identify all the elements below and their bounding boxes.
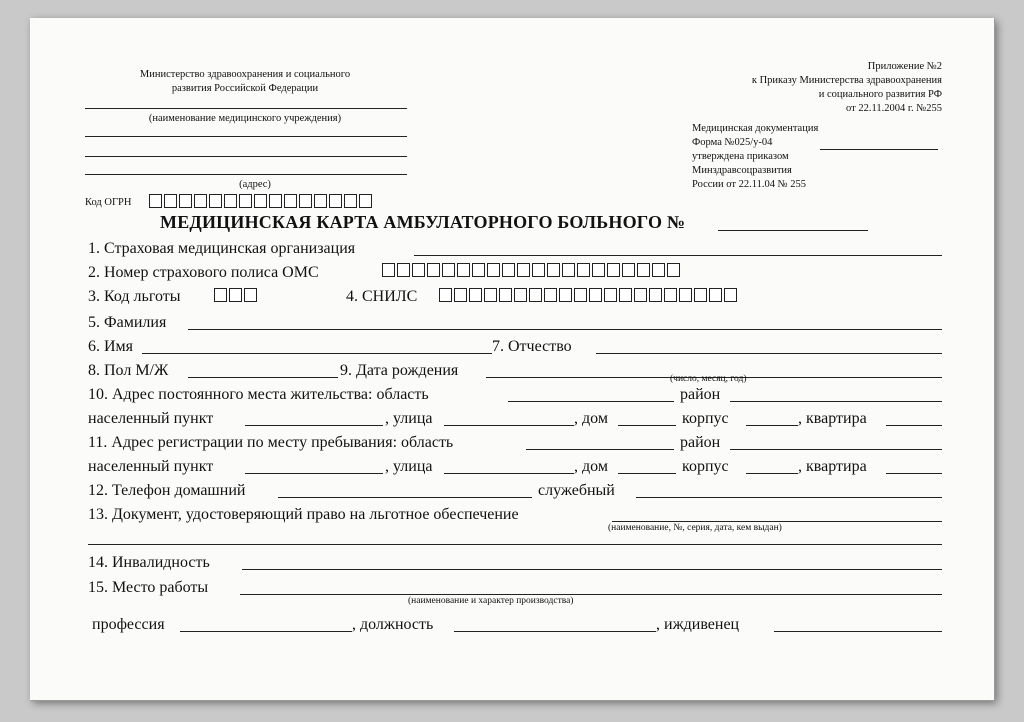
residence-region-line[interactable] xyxy=(508,401,674,402)
oms-digit-box[interactable] xyxy=(652,263,665,277)
registration-house-label: , дом xyxy=(574,458,608,475)
ogrn-digit-box[interactable] xyxy=(344,194,357,208)
oms-digit-box[interactable] xyxy=(397,263,410,277)
form-number: Форма №025/у-04 xyxy=(692,137,773,148)
snils-digit-box[interactable] xyxy=(454,288,467,302)
snils-digit-box[interactable] xyxy=(469,288,482,302)
work-phone-label: служебный xyxy=(538,482,615,499)
snils-digit-box[interactable] xyxy=(619,288,632,302)
form-title: МЕДИЦИНСКАЯ КАРТА АМБУЛАТОРНОГО БОЛЬНОГО № xyxy=(160,212,686,232)
snils-digit-box[interactable] xyxy=(514,288,527,302)
field-15-label: 15. Место работы xyxy=(88,579,209,596)
snils-digit-box[interactable] xyxy=(634,288,647,302)
residence-district-label: район xyxy=(680,386,721,403)
address-caption: (адрес) xyxy=(239,179,271,190)
doc-type: Медицинская документация xyxy=(692,123,819,134)
snils-digit-box[interactable] xyxy=(589,288,602,302)
ogrn-label: Код ОГРН xyxy=(85,197,132,208)
residence-settlement-label: населенный пункт xyxy=(88,410,214,427)
ogrn-digit-box[interactable] xyxy=(299,194,312,208)
oms-digit-box[interactable] xyxy=(592,263,605,277)
snils-digit-box[interactable] xyxy=(499,288,512,302)
snils-digit-box[interactable] xyxy=(664,288,677,302)
field-13-label: 13. Документ, удостоверяющий право на льготное обеспечение xyxy=(88,506,519,523)
approved-line-2: Минздравсоцразвития xyxy=(692,165,792,176)
registration-building-label: корпус xyxy=(682,458,729,475)
profession-line[interactable] xyxy=(180,631,352,632)
workplace-caption: (наименование и характер производства) xyxy=(408,596,574,606)
oms-digit-box[interactable] xyxy=(547,263,560,277)
residence-street-line[interactable] xyxy=(444,425,574,426)
profession-label: профессия xyxy=(92,616,165,633)
snils-digit-box[interactable] xyxy=(529,288,542,302)
snils-digit-box[interactable] xyxy=(604,288,617,302)
oms-digit-box[interactable] xyxy=(607,263,620,277)
registration-building-line[interactable] xyxy=(746,473,798,474)
field-14-label: 14. Инвалидность xyxy=(88,554,210,571)
snils-digit-box[interactable] xyxy=(544,288,557,302)
oms-policy-boxes[interactable] xyxy=(382,263,680,277)
ogrn-digit-box[interactable] xyxy=(209,194,222,208)
first-name-line[interactable] xyxy=(142,353,492,354)
field-11-label: 11. Адрес регистрации по месту пребывания: область xyxy=(88,434,454,451)
benefit-digit-box[interactable] xyxy=(214,288,227,302)
registration-apartment-line[interactable] xyxy=(886,473,942,474)
residence-building-label: корпус xyxy=(682,410,729,427)
dependent-line[interactable] xyxy=(774,631,942,632)
oms-digit-box[interactable] xyxy=(457,263,470,277)
residence-settlement-line[interactable] xyxy=(245,425,383,426)
field-10-label: 10. Адрес постоянного места жительства: область xyxy=(88,386,429,403)
oms-digit-box[interactable] xyxy=(622,263,635,277)
field-1-label: 1. Страховая медицинская организация xyxy=(88,240,356,257)
ogrn-digit-box[interactable] xyxy=(149,194,162,208)
institution-name-line[interactable] xyxy=(85,108,407,109)
order-line-2: и социального развития РФ xyxy=(818,89,942,100)
registration-district-label: район xyxy=(680,434,721,451)
approved-line-1: утверждена приказом xyxy=(692,151,789,162)
residence-building-line[interactable] xyxy=(746,425,798,426)
ogrn-digit-box[interactable] xyxy=(164,194,177,208)
appendix-label: Приложение №2 xyxy=(867,61,942,72)
position-label: , должность xyxy=(352,616,434,633)
registration-district-line[interactable] xyxy=(730,449,942,450)
oms-digit-box[interactable] xyxy=(532,263,545,277)
field-12-label: 12. Телефон домашний xyxy=(88,482,246,499)
field-4-label: 4. СНИЛС xyxy=(346,288,418,305)
home-phone-line[interactable] xyxy=(278,497,532,498)
registration-street-label: , улица xyxy=(385,458,433,475)
ogrn-digit-box[interactable] xyxy=(329,194,342,208)
patronymic-line[interactable] xyxy=(596,353,942,354)
birth-date-caption: (число, месяц, год) xyxy=(670,374,747,384)
address-line-2[interactable] xyxy=(85,174,407,175)
ogrn-digit-box[interactable] xyxy=(239,194,252,208)
residence-house-label: , дом xyxy=(574,410,608,427)
oms-digit-box[interactable] xyxy=(487,263,500,277)
ogrn-boxes[interactable] xyxy=(149,194,372,208)
sex-line[interactable] xyxy=(188,377,338,378)
snils-digit-box[interactable] xyxy=(439,288,452,302)
field-5-label: 5. Фамилия xyxy=(88,314,167,331)
ogrn-digit-box[interactable] xyxy=(314,194,327,208)
snils-digit-box[interactable] xyxy=(694,288,707,302)
benefit-document-line[interactable] xyxy=(612,521,942,522)
oms-digit-box[interactable] xyxy=(472,263,485,277)
order-date: от 22.11.2004 г. №255 xyxy=(846,103,942,114)
approved-line-3: России от 22.11.04 № 255 xyxy=(692,179,806,190)
address-line-1[interactable] xyxy=(85,156,407,157)
form-sheet xyxy=(30,18,994,700)
registration-street-line[interactable] xyxy=(444,473,574,474)
registration-settlement-label: населенный пункт xyxy=(88,458,214,475)
disability-line[interactable] xyxy=(242,569,942,570)
position-line[interactable] xyxy=(454,631,656,632)
snils-boxes[interactable] xyxy=(439,288,737,302)
benefit-document-line-2[interactable] xyxy=(88,544,942,545)
oms-digit-box[interactable] xyxy=(442,263,455,277)
oms-digit-box[interactable] xyxy=(517,263,530,277)
snils-digit-box[interactable] xyxy=(724,288,737,302)
insurance-org-line[interactable] xyxy=(414,255,942,256)
order-line-1: к Приказу Министерства здравоохранения xyxy=(751,75,942,86)
registration-house-line[interactable] xyxy=(618,473,676,474)
surname-line[interactable] xyxy=(188,329,942,330)
snils-digit-box[interactable] xyxy=(679,288,692,302)
residence-district-line[interactable] xyxy=(730,401,942,402)
residence-house-line[interactable] xyxy=(618,425,676,426)
oms-digit-box[interactable] xyxy=(562,263,575,277)
snils-digit-box[interactable] xyxy=(574,288,587,302)
oms-digit-box[interactable] xyxy=(637,263,650,277)
oms-digit-box[interactable] xyxy=(502,263,515,277)
ogrn-digit-box[interactable] xyxy=(179,194,192,208)
residence-apartment-label: , квартира xyxy=(798,410,867,427)
ogrn-digit-box[interactable] xyxy=(254,194,267,208)
registration-apartment-label: , квартира xyxy=(798,458,867,475)
dependent-label: , иждивенец xyxy=(656,616,740,633)
benefit-document-caption: (наименование, №, серия, дата, кем выдан) xyxy=(608,523,782,533)
field-6-label: 6. Имя xyxy=(88,338,134,355)
snils-digit-box[interactable] xyxy=(484,288,497,302)
ogrn-digit-box[interactable] xyxy=(359,194,372,208)
ogrn-digit-box[interactable] xyxy=(284,194,297,208)
field-3-label: 3. Код льготы xyxy=(88,288,181,305)
field-9-label: 9. Дата рождения xyxy=(340,362,459,379)
field-2-label: 2. Номер страхового полиса ОМС xyxy=(88,264,319,281)
registration-region-line[interactable] xyxy=(526,449,674,450)
snils-digit-box[interactable] xyxy=(649,288,662,302)
ogrn-digit-box[interactable] xyxy=(194,194,207,208)
ogrn-digit-box[interactable] xyxy=(269,194,282,208)
benefit-digit-box[interactable] xyxy=(229,288,242,302)
oms-digit-box[interactable] xyxy=(667,263,680,277)
field-7-label: 7. Отчество xyxy=(492,338,572,355)
benefit-digit-box[interactable] xyxy=(244,288,257,302)
registration-settlement-line[interactable] xyxy=(245,473,383,474)
snils-digit-box[interactable] xyxy=(709,288,722,302)
ogrn-digit-box[interactable] xyxy=(224,194,237,208)
oms-digit-box[interactable] xyxy=(577,263,590,277)
oms-digit-box[interactable] xyxy=(412,263,425,277)
form-number-line[interactable] xyxy=(820,149,938,150)
residence-street-label: , улица xyxy=(385,410,433,427)
institution-line-2[interactable] xyxy=(85,136,407,137)
card-number-line[interactable] xyxy=(718,230,868,231)
oms-digit-box[interactable] xyxy=(382,263,395,277)
field-8-label: 8. Пол М/Ж xyxy=(88,362,169,379)
ministry-line-2: развития Российской Федерации xyxy=(171,83,319,94)
residence-apartment-line[interactable] xyxy=(886,425,942,426)
benefit-code-boxes[interactable] xyxy=(214,288,257,302)
workplace-line[interactable] xyxy=(240,594,942,595)
oms-digit-box[interactable] xyxy=(427,263,440,277)
snils-digit-box[interactable] xyxy=(559,288,572,302)
ministry-line-1: Министерство здравоохранения и социального xyxy=(139,69,351,80)
institution-caption: (наименование медицинского учреждения) xyxy=(148,113,342,124)
work-phone-line[interactable] xyxy=(636,497,942,498)
